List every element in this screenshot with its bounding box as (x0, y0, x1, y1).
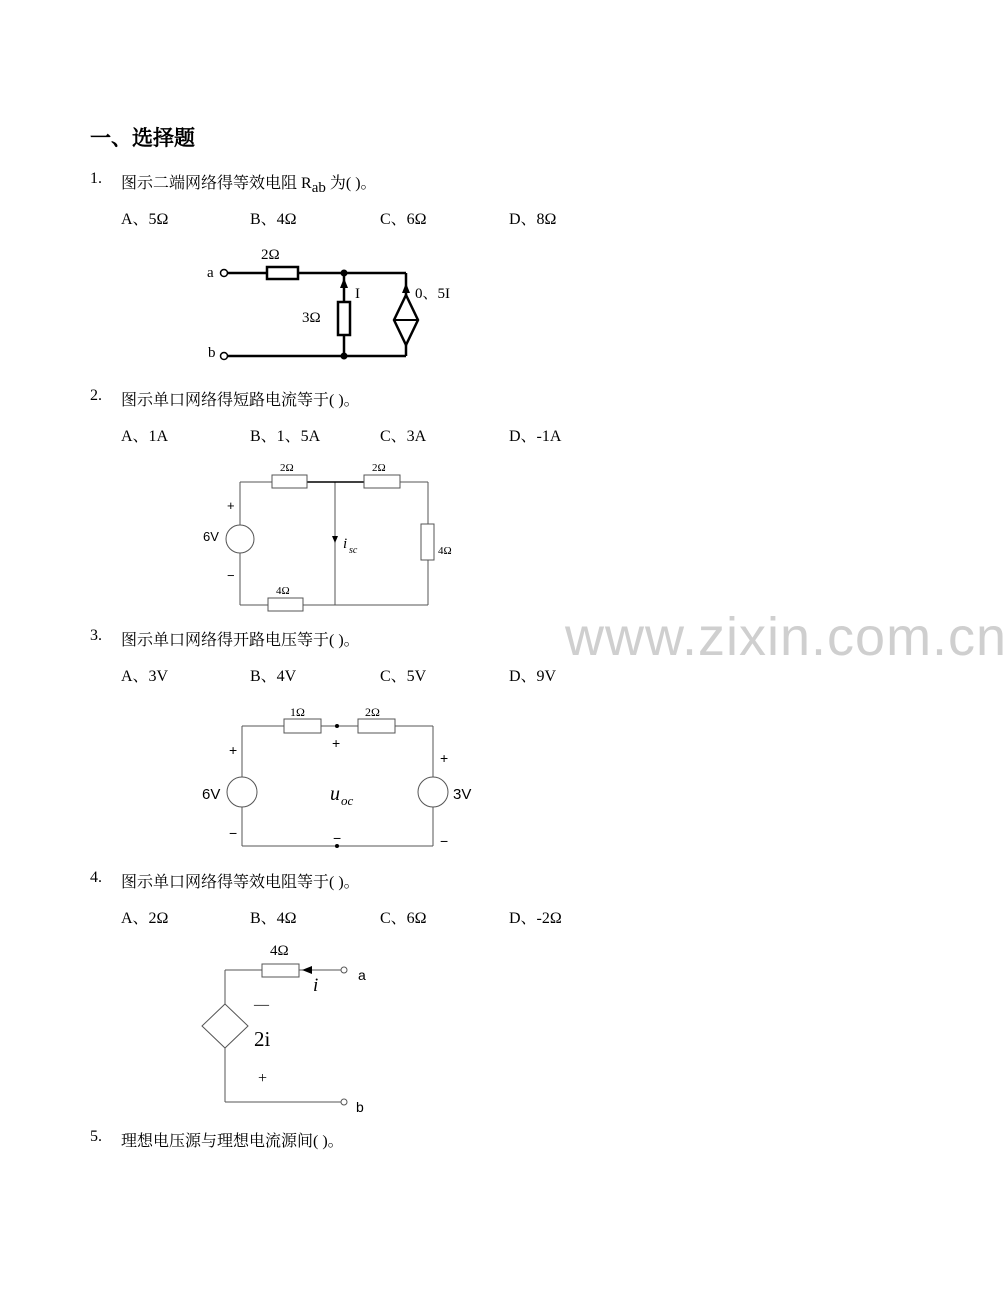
source-left-label: 6V (202, 786, 221, 803)
option-d[interactable]: D、8Ω (509, 211, 557, 228)
minus-sign: − (227, 568, 235, 583)
r-bottom-label: 4Ω (276, 585, 290, 597)
option-c[interactable]: C、6Ω (380, 910, 427, 927)
option-b[interactable]: B、4V (250, 668, 297, 685)
terminal-top (335, 724, 339, 728)
question-number: 2. (90, 387, 102, 404)
source-value: 2i (254, 1027, 271, 1051)
voltage-source-6v (227, 777, 257, 807)
dependent-voltage-source (202, 1004, 248, 1048)
question-text: 图示二端网络得等效电阻 $R_{ab}$ 为( )。 (121, 175, 377, 197)
option-a[interactable]: A、1A (121, 428, 169, 445)
question-text: 图示单口网络得开路电压等于( )。 (121, 632, 360, 649)
option-a[interactable]: A、5Ω (121, 211, 169, 228)
voltage-source-6v (226, 525, 254, 553)
plus-sign-output: + (332, 735, 341, 751)
r-top-right-label: 2Ω (372, 462, 386, 474)
resistor-1ohm (284, 719, 321, 733)
plus-sign-left: + (229, 742, 238, 758)
subscript: ab (311, 180, 326, 197)
voltage-source-3v (418, 777, 448, 807)
circuit-diagram-1 (200, 240, 460, 365)
resistor-label: 4Ω (270, 943, 289, 959)
resistor-2ohm (267, 267, 298, 279)
resistor-4ohm-bottom (268, 598, 303, 611)
circuit-diagram-4 (190, 935, 380, 1115)
plus-sign: + (227, 498, 235, 513)
question-number: 5. (90, 1128, 102, 1145)
voltage-var: u (330, 783, 340, 805)
current-arrow-icon (332, 536, 338, 543)
source-label: 0、5I (415, 286, 450, 302)
voltage-sub: oc (341, 793, 354, 808)
node-b-label: b (208, 345, 216, 361)
option-b[interactable]: B、4Ω (250, 211, 297, 228)
question-number: 1. (90, 170, 102, 187)
question-number: 3. (90, 627, 102, 644)
minus-sign-output: − (333, 830, 342, 846)
section-title: 一、选择题 (90, 126, 195, 150)
resistor-4ohm-right (421, 524, 434, 560)
r-left-label: 1Ω (290, 705, 305, 719)
option-a[interactable]: A、2Ω (121, 910, 169, 927)
option-a[interactable]: A、3V (121, 668, 169, 685)
current-arrow-icon (340, 278, 348, 288)
option-c[interactable]: C、6Ω (380, 211, 427, 228)
circuit-diagram-3 (195, 700, 480, 855)
terminal-a (341, 967, 347, 973)
resistor-2ohm (358, 719, 395, 733)
option-c[interactable]: C、3A (380, 428, 427, 445)
option-c[interactable]: C、5V (380, 668, 427, 685)
current-var: i (343, 536, 348, 552)
node-a-label: a (358, 967, 366, 983)
question-text: 图示单口网络得等效电阻等于( )。 (121, 874, 360, 891)
source-arrow-icon (402, 283, 410, 293)
node-b-label: b (356, 1099, 364, 1115)
option-b[interactable]: B、1、5A (250, 428, 321, 445)
circuit-diagram-2 (195, 455, 452, 615)
option-b[interactable]: B、4Ω (250, 910, 297, 927)
terminal-a (221, 270, 228, 277)
r-right-label: 4Ω (438, 545, 452, 557)
r-series-label: 2Ω (261, 247, 280, 263)
watermark: www.zixin.com.cn (565, 607, 1007, 667)
question-number: 4. (90, 869, 102, 886)
resistor-3ohm (338, 302, 350, 335)
source-label: 6V (203, 529, 219, 544)
current-sub: sc (349, 545, 358, 556)
option-d[interactable]: D、9V (509, 668, 557, 685)
resistor-4ohm (262, 964, 299, 977)
resistor-2ohm-left (272, 475, 307, 488)
node-a-label: a (207, 265, 214, 281)
terminal-b (221, 353, 228, 360)
question-text: 图示单口网络得短路电流等于( )。 (121, 392, 360, 409)
r-shunt-label: 3Ω (302, 310, 321, 326)
question-text: 理想电压源与理想电流源间( )。 (121, 1133, 344, 1150)
r-top-left-label: 2Ω (280, 462, 294, 474)
resistor-2ohm-right (364, 475, 400, 488)
current-label: I (355, 286, 360, 302)
source-right-label: 3V (453, 786, 472, 803)
option-d[interactable]: D、-2Ω (509, 910, 562, 927)
minus-sign-right: − (440, 833, 449, 849)
current-label: i (313, 975, 319, 996)
terminal-b (341, 1099, 347, 1105)
minus-sign: — (254, 997, 269, 1013)
option-d[interactable]: D、-1A (509, 428, 562, 445)
plus-sign-right: + (440, 750, 449, 766)
minus-sign-left: − (229, 825, 238, 841)
plus-sign: + (258, 1070, 268, 1087)
current-arrow-icon (302, 966, 312, 974)
r-right-label: 2Ω (365, 705, 380, 719)
